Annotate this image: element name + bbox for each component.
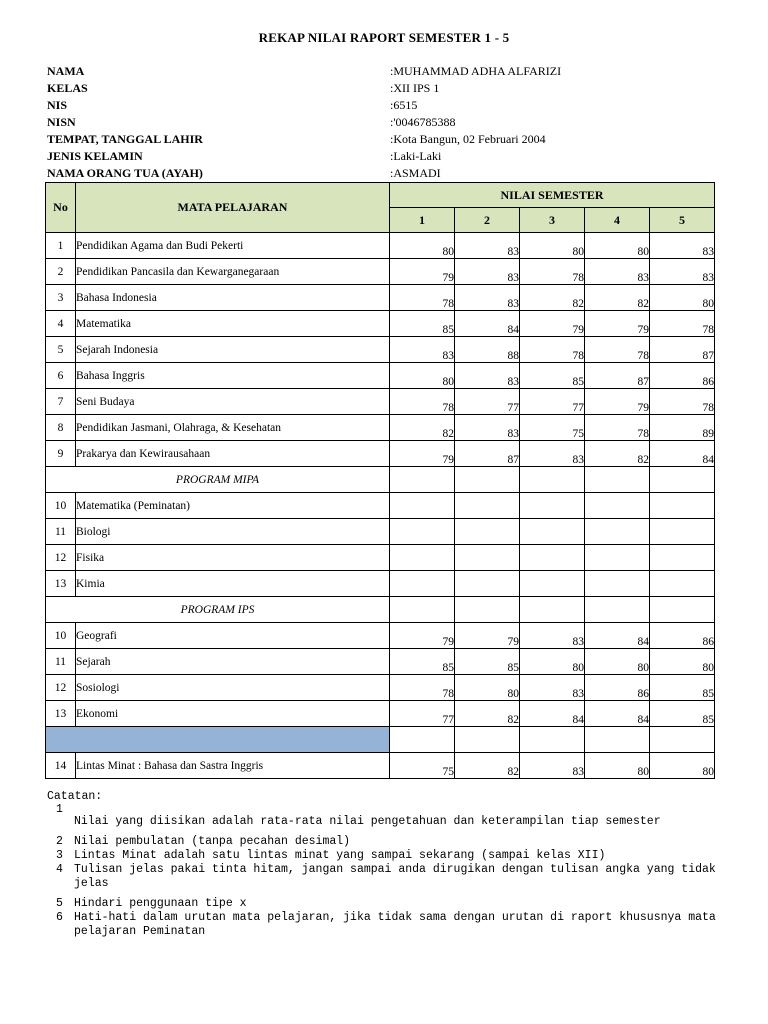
grade-cell: 79 [455, 623, 520, 649]
info-value: :Kota Bangun, 02 Februari 2004 [390, 132, 546, 146]
note-item [47, 863, 727, 891]
note-number: 1 [56, 803, 63, 816]
info-row-nama [47, 63, 727, 80]
grade-cell: 82 [390, 415, 455, 441]
grades-body [46, 233, 715, 779]
grade-cell [455, 493, 520, 519]
note-number: 5 [56, 897, 63, 910]
note-item [47, 835, 727, 849]
subject-name: Lintas Minat : Bahasa dan Sastra Inggris [76, 753, 390, 779]
grade-cell [650, 493, 715, 519]
grade-cell: 80 [455, 675, 520, 701]
grade-cell: 78 [585, 337, 650, 363]
row-number: 7 [46, 389, 76, 415]
row-number: 11 [46, 519, 76, 545]
grade-cell: 85 [390, 649, 455, 675]
info-row-nisn [47, 114, 727, 131]
info-value: :MUHAMMAD ADHA ALFARIZI [390, 64, 562, 78]
grade-cell: 85 [390, 311, 455, 337]
grade-cell: 82 [585, 285, 650, 311]
row-number: 2 [46, 259, 76, 285]
grade-cell [455, 545, 520, 571]
table-row [46, 415, 715, 441]
info-label: NISN [47, 115, 76, 129]
note-item [47, 897, 727, 911]
grade-cell [520, 571, 585, 597]
grade-cell: 78 [585, 415, 650, 441]
grade-cell: 83 [650, 233, 715, 259]
grade-cell: 85 [455, 649, 520, 675]
grade-cell [455, 571, 520, 597]
subject-name: Pendidikan Jasmani, Olahraga, & Kesehatan [76, 415, 390, 441]
grade-cell [390, 545, 455, 571]
grade-cell: 80 [520, 233, 585, 259]
table-row [46, 285, 715, 311]
grade-cell [390, 519, 455, 545]
grade-cell [520, 597, 585, 623]
grade-cell: 83 [650, 259, 715, 285]
table-row [46, 389, 715, 415]
grade-cell: 83 [455, 363, 520, 389]
page-title: REKAP NILAI RAPORT SEMESTER 1 - 5 [258, 30, 510, 45]
info-value: :6515 [390, 98, 418, 112]
subject-name: Pendidikan Pancasila dan Kewarganegaraan [76, 259, 390, 285]
note-item [47, 849, 727, 863]
grade-cell: 80 [585, 233, 650, 259]
grade-cell: 83 [455, 233, 520, 259]
row-number: 14 [46, 753, 76, 779]
grade-cell: 75 [390, 753, 455, 779]
grade-cell [390, 571, 455, 597]
grade-cell: 87 [650, 337, 715, 363]
grade-cell: 84 [585, 623, 650, 649]
blank-row [46, 727, 715, 753]
row-number: 10 [46, 493, 76, 519]
subject-name: Matematika (Peminatan) [76, 493, 390, 519]
grade-cell [390, 467, 455, 493]
grade-cell: 80 [390, 363, 455, 389]
header-no: No [46, 183, 76, 233]
row-number: 12 [46, 545, 76, 571]
grade-cell [455, 519, 520, 545]
table-row [46, 753, 715, 779]
info-label: NAMA ORANG TUA (AYAH) [47, 166, 203, 180]
grade-cell: 78 [520, 337, 585, 363]
grade-cell: 83 [520, 623, 585, 649]
note-text: Hati-hati dalam urutan mata pelajaran, jika tidak sama dengan urutan di raport khususnya mata pelajaran Peminatan [74, 911, 716, 938]
table-row [46, 441, 715, 467]
grade-cell: 84 [520, 701, 585, 727]
notes [47, 790, 727, 939]
semester-header: 2 [455, 208, 520, 233]
table-row [46, 675, 715, 701]
grade-cell [650, 597, 715, 623]
note-item [47, 803, 727, 829]
info-row-orang-tua [47, 165, 727, 182]
grade-cell [390, 597, 455, 623]
grade-cell: 75 [520, 415, 585, 441]
section-row [46, 597, 715, 623]
grade-cell: 87 [585, 363, 650, 389]
notes-title: Catatan: [47, 790, 103, 803]
semester-header: 3 [520, 208, 585, 233]
row-number: 13 [46, 571, 76, 597]
table-row [46, 623, 715, 649]
subject-name: Prakarya dan Kewirausahaan [76, 441, 390, 467]
grade-cell: 80 [585, 753, 650, 779]
grade-cell [585, 571, 650, 597]
grade-cell: 78 [650, 389, 715, 415]
note-text: Tulisan jelas pakai tinta hitam, jangan sampai anda dirugikan dengan tulisan angka yang tidak jelas [74, 863, 716, 890]
subject-name: Pendidikan Agama dan Budi Pekerti [76, 233, 390, 259]
section-row [46, 467, 715, 493]
info-row-kelas [47, 80, 727, 97]
subject-name: Bahasa Indonesia [76, 285, 390, 311]
info-label: KELAS [47, 81, 88, 95]
info-row-nis [47, 97, 727, 114]
subject-name: Sosiologi [76, 675, 390, 701]
grade-cell: 82 [520, 285, 585, 311]
subject-name: Bahasa Inggris [76, 363, 390, 389]
subject-name: Ekonomi [76, 701, 390, 727]
row-number: 5 [46, 337, 76, 363]
grade-cell [585, 467, 650, 493]
grade-cell: 79 [585, 311, 650, 337]
subject-name: Sejarah [76, 649, 390, 675]
grade-cell: 78 [650, 311, 715, 337]
table-row [46, 519, 715, 545]
section-label: PROGRAM MIPA [46, 467, 390, 493]
grade-cell: 80 [650, 753, 715, 779]
grade-cell: 79 [390, 441, 455, 467]
info-label: TEMPAT, TANGGAL LAHIR [47, 132, 203, 146]
grade-cell: 83 [455, 415, 520, 441]
table-row [46, 649, 715, 675]
grade-cell [585, 727, 650, 753]
table-row [46, 363, 715, 389]
grade-cell: 83 [520, 753, 585, 779]
grade-cell: 83 [455, 285, 520, 311]
row-number: 6 [46, 363, 76, 389]
grade-cell: 84 [650, 441, 715, 467]
info-value: :ASMADI [390, 166, 441, 180]
info-label: NIS [47, 98, 68, 112]
grade-cell: 77 [455, 389, 520, 415]
header-semester: NILAI SEMESTER [390, 183, 715, 208]
grade-cell: 83 [520, 675, 585, 701]
grade-cell [390, 727, 455, 753]
grade-cell: 82 [455, 701, 520, 727]
grade-cell: 82 [585, 441, 650, 467]
semester-header: 4 [585, 208, 650, 233]
grade-cell [520, 467, 585, 493]
grade-cell: 83 [585, 259, 650, 285]
grade-cell: 77 [520, 389, 585, 415]
table-row [46, 259, 715, 285]
row-number: 4 [46, 311, 76, 337]
info-value: :Laki-Laki [390, 149, 442, 163]
row-number: 13 [46, 701, 76, 727]
row-number: 12 [46, 675, 76, 701]
subject-name: Sejarah Indonesia [76, 337, 390, 363]
table-row [46, 337, 715, 363]
semester-header: 5 [650, 208, 715, 233]
grade-cell [585, 519, 650, 545]
student-info [47, 63, 727, 182]
subject-name: Kimia [76, 571, 390, 597]
grade-cell: 80 [520, 649, 585, 675]
grade-cell: 83 [520, 441, 585, 467]
grade-cell: 89 [650, 415, 715, 441]
grade-cell: 80 [650, 649, 715, 675]
grade-cell: 83 [390, 337, 455, 363]
grade-cell: 86 [650, 623, 715, 649]
grade-cell: 88 [455, 337, 520, 363]
grade-cell [390, 493, 455, 519]
note-number: 2 [56, 835, 63, 848]
grade-cell: 87 [455, 441, 520, 467]
table-row [46, 701, 715, 727]
grade-cell [520, 493, 585, 519]
row-number: 8 [46, 415, 76, 441]
grade-cell [585, 493, 650, 519]
info-value: :'0046785388 [390, 115, 456, 129]
row-number: 9 [46, 441, 76, 467]
grade-cell: 79 [390, 259, 455, 285]
subject-name: Fisika [76, 545, 390, 571]
header-subject: MATA PELAJARAN [76, 183, 390, 233]
grade-cell [585, 545, 650, 571]
grade-cell: 85 [650, 701, 715, 727]
grade-cell [650, 545, 715, 571]
row-number: 3 [46, 285, 76, 311]
subject-name: Seni Budaya [76, 389, 390, 415]
subject-name: Matematika [76, 311, 390, 337]
info-label: JENIS KELAMIN [47, 149, 143, 163]
grade-cell [650, 727, 715, 753]
table-row [46, 571, 715, 597]
subject-name: Geografi [76, 623, 390, 649]
grade-cell [650, 571, 715, 597]
grade-cell: 85 [650, 675, 715, 701]
semester-header: 1 [390, 208, 455, 233]
info-value: :XII IPS 1 [390, 81, 440, 95]
grade-cell: 80 [390, 233, 455, 259]
grade-cell [650, 467, 715, 493]
grades-table [45, 182, 715, 779]
note-number: 3 [56, 849, 63, 862]
grade-cell: 79 [390, 623, 455, 649]
grade-cell: 78 [390, 675, 455, 701]
note-number: 6 [56, 911, 63, 924]
row-number: 1 [46, 233, 76, 259]
table-row [46, 493, 715, 519]
grade-cell [455, 467, 520, 493]
grade-cell: 79 [585, 389, 650, 415]
table-row [46, 311, 715, 337]
note-item [47, 911, 727, 939]
table-row [46, 233, 715, 259]
grade-cell: 80 [585, 649, 650, 675]
grade-cell: 78 [390, 389, 455, 415]
subject-name: Biologi [76, 519, 390, 545]
grade-cell: 82 [455, 753, 520, 779]
grade-cell: 78 [520, 259, 585, 285]
info-label: NAMA [47, 64, 85, 78]
grade-cell: 86 [650, 363, 715, 389]
grade-cell: 80 [650, 285, 715, 311]
row-number: 11 [46, 649, 76, 675]
grade-cell: 84 [585, 701, 650, 727]
note-text: Lintas Minat adalah satu lintas minat yang sampai sekarang (sampai kelas XII) [74, 849, 606, 862]
info-row-jenis-kelamin [47, 148, 727, 165]
grade-cell [455, 727, 520, 753]
row-number: 10 [46, 623, 76, 649]
grade-cell: 77 [390, 701, 455, 727]
grade-cell [520, 545, 585, 571]
note-text: Nilai pembulatan (tanpa pecahan desimal) [74, 835, 351, 848]
grade-cell [585, 597, 650, 623]
section-label: PROGRAM IPS [46, 597, 390, 623]
note-number: 4 [56, 863, 63, 876]
grade-cell [650, 519, 715, 545]
note-text: Nilai yang diisikan adalah rata-rata nilai pengetahuan dan keterampilan tiap semester [74, 815, 661, 828]
note-text: Hindari penggunaan tipe x [74, 897, 247, 910]
highlight-cell [46, 727, 390, 753]
grade-cell [455, 597, 520, 623]
grade-cell: 84 [455, 311, 520, 337]
info-row-ttl [47, 131, 727, 148]
grade-cell: 78 [390, 285, 455, 311]
grade-cell [520, 519, 585, 545]
table-row [46, 545, 715, 571]
grade-cell [520, 727, 585, 753]
grade-cell: 83 [455, 259, 520, 285]
grade-cell: 85 [520, 363, 585, 389]
grade-cell: 86 [585, 675, 650, 701]
grade-cell: 79 [520, 311, 585, 337]
